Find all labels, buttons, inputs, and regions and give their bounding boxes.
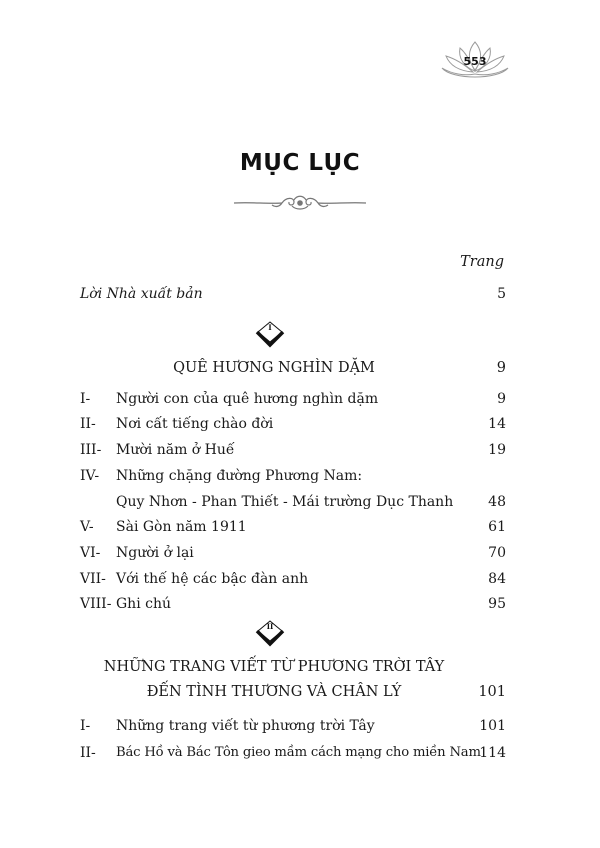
toc-entry-text: Những trang viết từ phương trời Tây [116,718,375,734]
section-marker-label: I [268,323,272,332]
toc-entry-page: 48 [488,494,506,510]
toc-entry-number: VI- [80,545,101,561]
section-title-text: NHỮNG TRANG VIẾT TỪ PHƯƠNG TRỜI TÂY [103,659,445,675]
section-title-page: 9 [496,360,506,376]
toc-entry-text: Người con của quê hương nghìn dặm [116,391,379,407]
toc-entry-number: VIII- [80,596,112,612]
toc-entry-page: 70 [488,545,506,561]
toc-entry-text: Với thế hệ các bậc đàn anh [116,571,309,587]
section-title-1 [80,360,506,382]
toc-entry-number: II- [80,416,96,432]
toc-entry-text: Ghi chú [116,596,172,612]
toc-entry [80,416,506,436]
toc-entry [80,494,506,514]
toc-entry-page: 14 [488,416,506,432]
toc-entry-page: 114 [479,745,506,761]
toc-entry [80,571,506,591]
toc-entry-text: Bác Hồ và Bác Tôn gieo mầm cách mạng cho miền Nam [116,745,481,760]
toc-entry-page: 19 [488,442,506,458]
toc-entry-text: Người ở lại [116,545,194,561]
toc-entry-number: I- [80,718,91,734]
toc-entry [80,718,506,738]
toc-entry-number: III- [80,442,102,458]
toc-entry-page: 95 [488,596,506,612]
toc-entry-number: V- [80,519,94,535]
toc-entry-number: IV- [80,468,100,484]
toc-entry-text: Sài Gòn năm 1911 [116,519,247,535]
toc-entry [80,468,506,488]
toc-entry-text: Quy Nhơn - Phan Thiết - Mái trường Dục Thanh [116,494,454,510]
toc-entry-page: 101 [479,718,506,734]
toc-entry [80,391,506,411]
page-number-badge [440,40,510,84]
toc-entry-page: 5 [497,286,506,302]
section-title-text: QUÊ HƯƠNG NGHÌN DẶM [173,360,375,376]
section-marker-1 [250,318,290,348]
page-number: 553 [463,55,487,68]
toc-entry-text: Mười năm ở Huế [116,442,235,458]
section-title-page: 101 [478,684,506,700]
section-title-2 [80,659,506,707]
toc-entry-number: II- [80,745,96,761]
section-title-text: ĐẾN TÌNH THƯƠNG VÀ CHÂN LÝ [146,684,402,700]
toc-entry [80,519,506,539]
toc-entry-text: Những chặng đường Phương Nam: [116,468,363,484]
toc-entry-page: 9 [497,391,506,407]
toc-entry-page: 61 [488,519,506,535]
toc-entry-text: Lời Nhà xuất bản [80,286,203,302]
toc-entry-text: Nơi cất tiếng chào đời [116,416,274,432]
toc-entry [80,596,506,616]
toc-entry [80,442,506,462]
section-marker-2 [250,617,290,647]
toc-entry [80,745,506,765]
toc-entry-page: 84 [488,571,506,587]
page-column-label: Trang [460,254,504,270]
page-title: MỤC LỤC [239,150,361,176]
toc-entry [80,545,506,565]
toc-entry-number: VII- [80,571,106,587]
toc-entry-number: I- [80,391,91,407]
flourish-divider-icon [232,192,368,214]
section-marker-label: II [266,622,274,631]
toc-entry-preface [80,286,506,306]
